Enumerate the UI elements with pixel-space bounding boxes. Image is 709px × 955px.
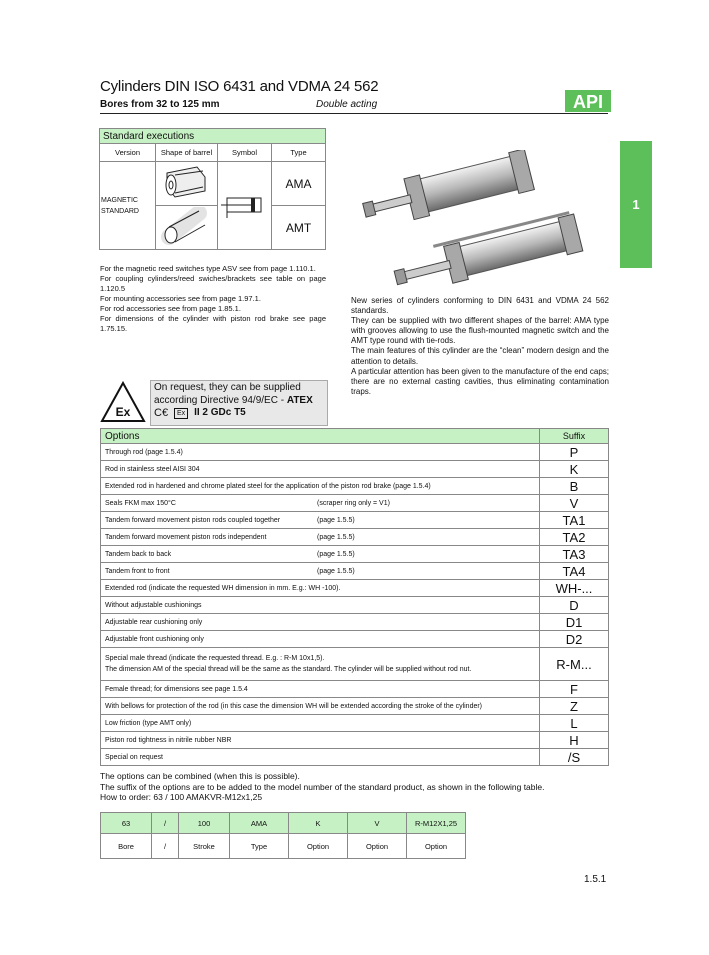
option-row: [101, 580, 609, 597]
option-suffix: H: [540, 732, 609, 749]
atex-box: [150, 380, 328, 426]
option-row: [101, 512, 609, 529]
section-tab: 1: [620, 141, 652, 268]
option-text: Through rod (page 1.5.4): [101, 444, 540, 461]
how-to-order: [100, 771, 609, 803]
col-version: Version: [100, 144, 156, 162]
option-suffix: L: [540, 715, 609, 732]
option-text: Tandem forward movement piston rods coupled together (page 1.5.5): [101, 512, 540, 529]
order-label-cell: Stroke: [179, 834, 230, 859]
version-magnetic: MAGNETIC: [101, 196, 138, 204]
option-row: [101, 597, 609, 614]
order-value-cell: K: [289, 813, 348, 834]
page-number: 1.5.1: [584, 874, 607, 885]
option-text: Seals FKM max 150°C (scraper ring only = V1): [101, 495, 540, 512]
order-label-cell: /: [152, 834, 179, 859]
ex-hexagon-icon: Ex: [174, 408, 188, 419]
option-row: [101, 749, 609, 766]
options-header: Options: [101, 429, 540, 444]
option-text: With bellows for protection of the rod (in this case the dimension WH will be extended according the stroke of the cylinder): [101, 698, 540, 715]
option-row: [101, 631, 609, 648]
order-value-cell: R-M12X1,25: [407, 813, 466, 834]
option-suffix: D1: [540, 614, 609, 631]
desc-paragraph: A particular attention has been given to the manufacture of the end caps; there are no external casting cavities, thus eliminating contamination traps.: [351, 366, 609, 396]
order-label-cell: Type: [230, 834, 289, 859]
option-text: Special male thread (indicate the requested thread. E.g. : R-M 10x1,5). The dimension AM of the special thread will be the same as the standard. The cylinder will be supplied without rod nut.: [101, 648, 540, 681]
option-suffix: V: [540, 495, 609, 512]
option-text: Rod in stainless steel AISI 304: [101, 461, 540, 478]
type-ama: AMA: [272, 162, 326, 206]
option-note: (page 1.5.5): [317, 567, 355, 575]
option-suffix: D2: [540, 631, 609, 648]
order-label-cell: Option: [289, 834, 348, 859]
option-text: Adjustable front cushioning only: [101, 631, 540, 648]
page-subtitle: Bores from 32 to 125 mm: [100, 99, 220, 110]
note-line: For coupling cylinders/reed swiches/brackets see table on page 1.120.5: [100, 274, 326, 293]
note-line: For dimensions of the cylinder with piston rod brake see page 1.75.15.: [100, 314, 326, 333]
atex-bold: ATEX: [286, 394, 313, 406]
atex-line2: according Directive 94/9/EC - ATEX: [154, 394, 313, 406]
logo-text: API: [572, 92, 604, 112]
option-suffix: B: [540, 478, 609, 495]
type-amt: AMT: [272, 206, 326, 250]
option-text: Female thread; for dimensions see page 1.5.4: [101, 681, 540, 698]
barrel-amt-image: [156, 206, 218, 250]
ce-mark: C€: [154, 407, 169, 419]
note-line: For the magnetic reed switches type ASV see from page 1.110.1.: [100, 264, 316, 273]
option-note: (page 1.5.5): [317, 533, 355, 541]
description-block: [351, 296, 609, 397]
option-row: [101, 444, 609, 461]
header-divider: [100, 113, 608, 114]
desc-paragraph: The main features of this cylinder are the “clean” modern design and the attention to details.: [351, 346, 609, 366]
order-label-cell: Option: [348, 834, 407, 859]
option-row: [101, 461, 609, 478]
atex-line3: [151, 407, 327, 420]
page-title: Cylinders DIN ISO 6431 and VDMA 24 562: [100, 78, 379, 95]
col-type: Type: [272, 144, 326, 162]
order-value-cell: AMA: [230, 813, 289, 834]
option-note: (page 1.5.5): [317, 550, 355, 558]
option-suffix: K: [540, 461, 609, 478]
howto-line: The suffix of the options are to be added to the model number of the standard product, as shown in the following table.: [100, 781, 545, 792]
option-row: [101, 529, 609, 546]
option-suffix: TA3: [540, 546, 609, 563]
standard-executions-table: [99, 128, 326, 250]
option-row: [101, 495, 609, 512]
version-cell: [100, 162, 156, 250]
col-symbol: Symbol: [218, 144, 272, 162]
option-note: (scraper ring only = V1): [317, 499, 390, 507]
option-suffix: Z: [540, 698, 609, 715]
desc-paragraph: They can be supplied with two different shapes of the barrel: AMA type with grooves allowing to use the flush-mounted magnetic switch and the AMT type round with tie-rods.: [351, 316, 609, 346]
std-title: Standard executions: [100, 129, 326, 144]
option-suffix: R-M...: [540, 648, 609, 681]
order-value-cell: V: [348, 813, 407, 834]
option-row: [101, 732, 609, 749]
version-standard: STANDARD: [101, 207, 139, 215]
option-text: Tandem forward movement piston rods independent (page 1.5.5): [101, 529, 540, 546]
option-suffix: /S: [540, 749, 609, 766]
ex-warning-icon: [100, 381, 146, 423]
option-suffix: D: [540, 597, 609, 614]
option-suffix: F: [540, 681, 609, 698]
note-line: For rod accessories see from page 1.85.1.: [100, 304, 241, 313]
option-text: Piston rod tightness in nitrile rubber NBR: [101, 732, 540, 749]
order-label-cell: Bore: [101, 834, 152, 859]
atex-line1: On request, they can be supplied: [154, 382, 301, 393]
option-row: [101, 648, 609, 681]
order-code-table: [100, 812, 466, 859]
option-row: [101, 546, 609, 563]
order-label-cell: Option: [407, 834, 466, 859]
cylinder-photo: [350, 150, 612, 290]
barrel-ama-image: [156, 162, 218, 206]
option-text: Extended rod in hardened and chrome plated steel for the application of the piston rod brake (page 1.5.4): [101, 478, 540, 495]
order-value-cell: 63: [101, 813, 152, 834]
option-text: Tandem back to back (page 1.5.5): [101, 546, 540, 563]
page-subtitle-right: Double acting: [316, 99, 378, 110]
option-row: [101, 614, 609, 631]
option-row: [101, 478, 609, 495]
order-value-cell: /: [152, 813, 179, 834]
option-text: Extended rod (indicate the requested WH dimension in mm. E.g.: WH -100).: [101, 580, 540, 597]
options-table: [100, 428, 609, 766]
option-suffix: WH-...: [540, 580, 609, 597]
suffix-header: Suffix: [540, 429, 609, 444]
api-logo: [565, 82, 611, 112]
desc-paragraph: New series of cylinders conforming to DIN 6431 and VDMA 24 562 standards.: [351, 296, 609, 316]
atex-cert: II 2 GDc T5: [194, 407, 246, 418]
option-suffix: P: [540, 444, 609, 461]
order-value-cell: 100: [179, 813, 230, 834]
option-text: Low friction (type AMT only): [101, 715, 540, 732]
option-suffix: TA4: [540, 563, 609, 580]
option-row: [101, 715, 609, 732]
note-line: For mounting accessories see from page 1.97.1.: [100, 294, 261, 303]
option-text: Adjustable rear cushioning only: [101, 614, 540, 631]
option-text: Without adjustable cushionings: [101, 597, 540, 614]
howto-line: How to order: 63 / 100 AMAKVR-M12x1,25: [100, 792, 263, 802]
option-text: Tandem front to front (page 1.5.5): [101, 563, 540, 580]
svg-text:Ex: Ex: [115, 405, 131, 419]
option-suffix: TA1: [540, 512, 609, 529]
option-text: Special on request: [101, 749, 540, 766]
symbol-image: [218, 162, 272, 250]
howto-line: The options can be combined (when this is possible).: [100, 771, 300, 781]
notes-block: [100, 264, 326, 334]
option-note: (page 1.5.5): [317, 516, 355, 524]
option-row: [101, 563, 609, 580]
option-suffix: TA2: [540, 529, 609, 546]
col-shape: Shape of barrel: [156, 144, 218, 162]
option-row: [101, 698, 609, 715]
option-row: [101, 681, 609, 698]
